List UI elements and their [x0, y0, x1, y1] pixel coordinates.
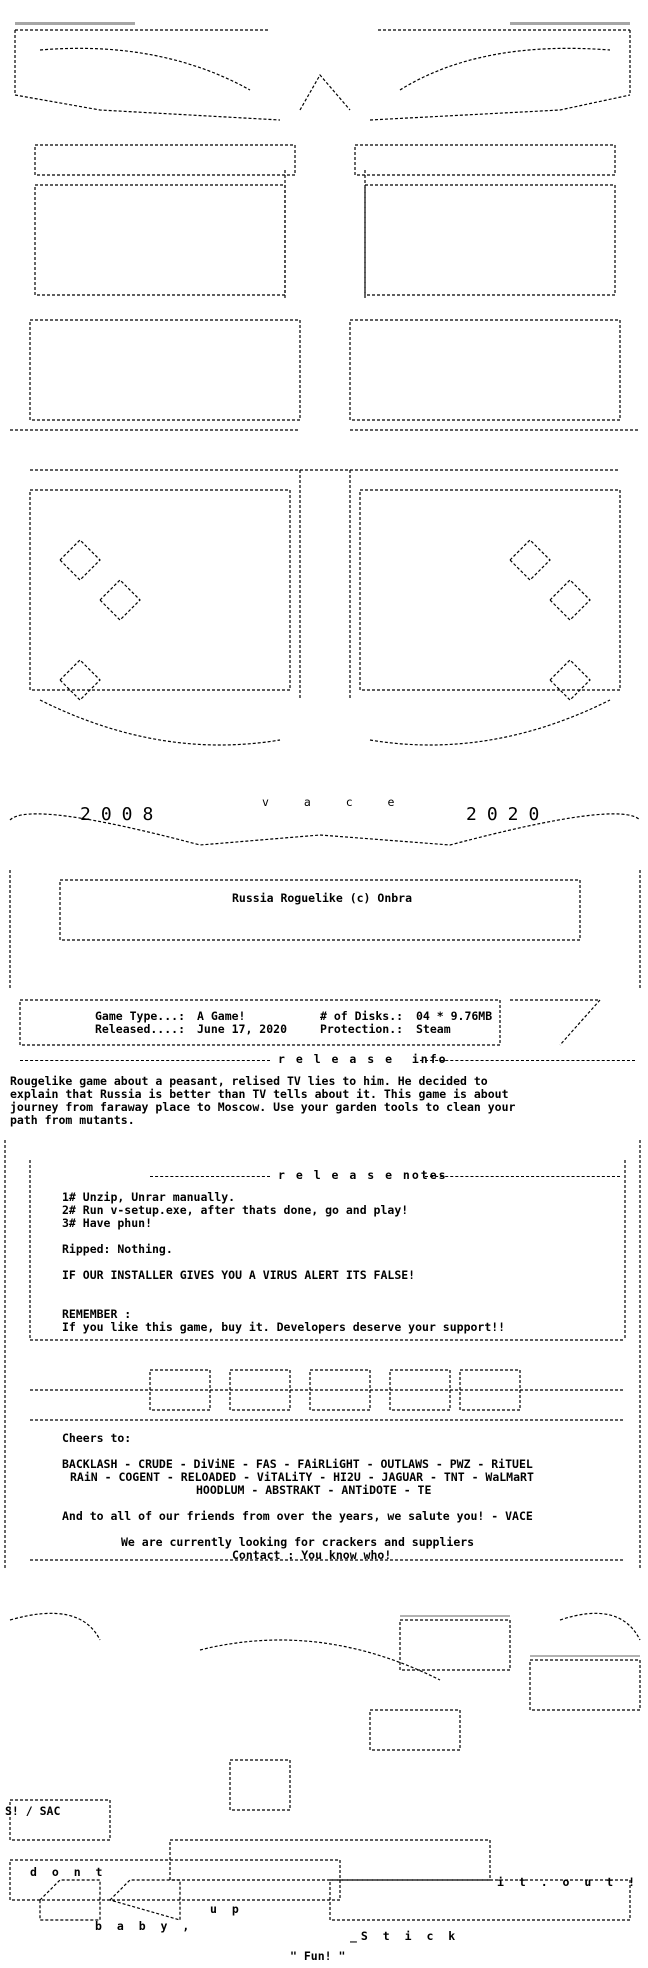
- dont-text: d o n t: [30, 1865, 107, 1879]
- group-name: v a c e: [262, 795, 409, 809]
- contact-line: Contact : You know who!: [232, 1548, 392, 1562]
- buy-note: If you like this game, buy it. Developers deserve your support!!: [62, 1320, 506, 1334]
- ripped-note: Ripped: Nothing.: [62, 1242, 173, 1256]
- install-step-1: 1# Unzip, Unrar manually.: [62, 1190, 236, 1204]
- out-text: i t . o u t !: [497, 1875, 640, 1889]
- friends-salute: And to all of our friends from over the years, we salute you! - VACE: [62, 1509, 533, 1523]
- disks-label: # of Disks.:: [320, 1009, 404, 1023]
- release-notes-divider-right: [425, 1176, 620, 1177]
- game-type-value: A Game!: [197, 1009, 246, 1023]
- released-label: Released....:: [95, 1022, 186, 1036]
- release-notes-divider-left: [150, 1176, 270, 1177]
- baby-text: b a b y ,: [95, 1919, 194, 1933]
- up-text: u p: [210, 1902, 243, 1916]
- install-step-3: 3# Have phun!: [62, 1216, 153, 1230]
- release-info-line-3: journey from faraway place to Moscow. Use your garden tools to clean your: [10, 1100, 516, 1114]
- release-info-divider-right: [420, 1060, 635, 1061]
- artist-credit: S! / SAC: [5, 1804, 61, 1818]
- greets-line-1: BACKLASH - CRUDE - DiViNE - FAS - FAiRLiGHT - OUTLAWS - PWZ - RiTUEL: [62, 1457, 533, 1471]
- release-title: Russia Roguelike (c) Onbra: [232, 891, 413, 905]
- release-info-heading: r e l e a s e info: [278, 1052, 448, 1066]
- release-info-line-2: explain that Russia is better than TV tells about it. This game is about: [10, 1087, 509, 1101]
- year-left: 2008: [80, 804, 164, 825]
- cheers-label: Cheers to:: [62, 1431, 132, 1445]
- release-info-divider-left: [20, 1060, 270, 1061]
- greets-line-2: RAiN - COGENT - RELOADED - ViTALiTY - HI2U - JAGUAR - TNT - WaLMaRT: [70, 1470, 534, 1484]
- greets-line-3: HOODLUM - ABSTRAKT - ANTiDOTE - TE: [196, 1483, 432, 1497]
- remember-note: REMEMBER :: [62, 1307, 132, 1321]
- install-step-2: 2# Run v-setup.exe, after thats done, go and play!: [62, 1203, 409, 1217]
- game-type-label: Game Type...:: [95, 1009, 186, 1023]
- fun-text: " Fun! ": [290, 1949, 346, 1963]
- release-info-line-1: Rougelike game about a peasant, relised TV lies to him. He decided to: [10, 1074, 488, 1088]
- protection-value: Steam: [416, 1022, 451, 1036]
- stick-text: _S t i c k: [350, 1929, 460, 1943]
- disks-value: 04 * 9.76MB: [416, 1009, 493, 1023]
- virus-note: IF OUR INSTALLER GIVES YOU A VIRUS ALERT ITS FALSE!: [62, 1268, 416, 1282]
- protection-label: Protection.:: [320, 1022, 404, 1036]
- year-right: 2020: [466, 804, 550, 825]
- released-value: June 17, 2020: [197, 1022, 288, 1036]
- looking-for: We are currently looking for crackers and suppliers: [121, 1535, 475, 1549]
- release-notes-heading: r e l e a s e notes: [278, 1168, 448, 1182]
- release-info-line-4: path from mutants.: [10, 1113, 135, 1127]
